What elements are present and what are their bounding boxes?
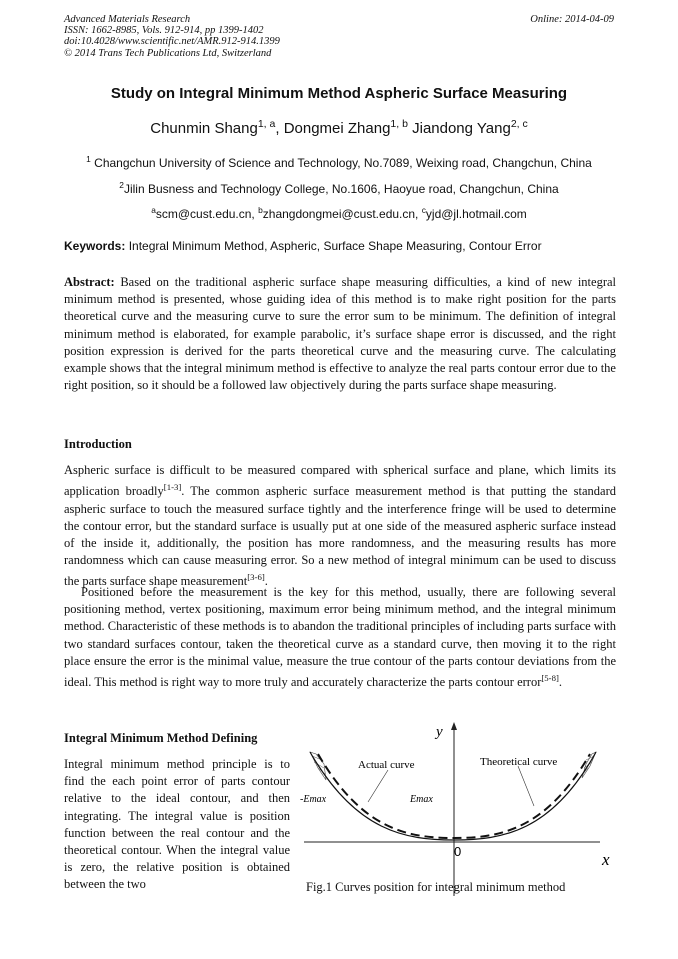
email: yjd@jl.hotmail.com — [425, 207, 527, 221]
citation: [1-3] — [163, 482, 182, 493]
email: scm@cust.edu.cn, — [155, 207, 259, 221]
affiliation-1 — [0, 154, 678, 170]
keywords — [64, 239, 616, 253]
affiliation-2 — [0, 180, 678, 196]
author-list: Chunmin Shang$^{1, a}$, Dongmei Zhang$^{1, b}$ Jiandong Yang$^{2, c}$ — [150, 118, 528, 137]
journal-header — [64, 14, 280, 59]
journal-name: Advanced Materials Research — [64, 14, 191, 25]
author-name: Jiandong Yang — [412, 120, 511, 137]
y-axis-label: y — [436, 724, 443, 740]
email-list — [0, 205, 678, 221]
figure-curves — [296, 720, 618, 900]
leader-actual — [368, 770, 388, 802]
affiliation-text: Changchun University of Science and Technology, No.7089, Weixing road, Changchun, China — [94, 156, 592, 170]
email-sup: b — [258, 205, 263, 215]
y-axis-arrow — [451, 722, 457, 730]
paragraph-text: Positioned before the measurement is the key for this method, usually, there are following several positioning method, vertex positioning, maximum error being minimum method, and the integral minimum method. Characteristic of these methods is to abandon the traditional principles of including parts surface with two standard surfaces contour, taken the theoretical curve as a standard curve, then moving it to the right place ensure the error is the minimal value, measure the true contour of the parts contour deviations from the ideal. This method is right way to more truly and accurately characterize the parts contour error — [64, 585, 616, 690]
abstract-label: Abstract: — [64, 275, 115, 289]
email-sup: c — [421, 205, 426, 215]
issn: ISSN: 1662-8985, Vols. 912-914, pp 1399-1402 — [64, 25, 264, 37]
online-date: Online: 2014-04-09 — [530, 14, 614, 25]
emax-label: Emax — [410, 794, 433, 805]
citation: [3-6] — [247, 572, 265, 583]
keywords-text: Integral Minimum Method, Aspheric, Surface Shape Measuring, Contour Error — [128, 239, 542, 253]
author-sup: 2, c — [510, 118, 528, 130]
paragraph-text: . — [558, 675, 562, 690]
keywords-label: Keywords: — [64, 239, 126, 253]
abstract-text: Based on the traditional aspheric surface shape measuring difficulties, a kind of new integral minimum method is presented, whose guiding idea of this method is to make right position for the parts theoretical curve and the measuring curve to sure the error sum to be minimum. The definition of integral minimum method is elaborated, for example parabolic, it’s surface shape error is discussed, and the right position expression is derived for the parts theoretical curve and the measuring curve. The calculating example shows that the integral minimum method is effective to analyze the real parts contour error due to the right position, so it should be a followed law objectively during the parts surface shape measuring. — [64, 275, 617, 393]
x-axis-label: x — [602, 850, 610, 869]
affiliation-text: Jilin Busness and Technology College, No.1606, Haoyue road, Changchun, China — [123, 182, 559, 196]
email-sup: a — [151, 205, 156, 215]
author-sup: 1, a — [257, 118, 276, 130]
email: zhangdongmei@cust.edu.cn, — [262, 207, 422, 221]
section-heading-introduction: Introduction — [64, 437, 132, 451]
intro-paragraph-2 — [64, 584, 616, 691]
section-heading-imm: Integral Minimum Method Defining — [64, 731, 258, 745]
author-name: Dongmei Zhang — [283, 120, 391, 137]
author-name: Chunmin Shang — [150, 120, 258, 137]
doi: doi:10.4028/www.scientific.net/AMR.912-914.1399 — [64, 36, 280, 48]
copyright: © 2014 Trans Tech Publications Ltd, Switzerland — [64, 47, 272, 59]
leader-theoretical — [518, 766, 534, 806]
intro-paragraph-1 — [64, 462, 616, 591]
origin-label: 0 — [454, 844, 462, 859]
citation: [5-8] — [541, 673, 559, 684]
paragraph-text: Aspheric surface is difficult to be measured compared with spherical surface and plane, which limits its application broadly — [64, 463, 616, 499]
affiliation-sup: 1 — [86, 154, 91, 164]
actual-curve-label: Actual curve — [358, 759, 415, 771]
paragraph-text: . The common aspheric surface measurement method is that putting the standard aspheric surface to touch the measured surface tightly and the interference fringe will be used to determine the contour error, but the standard surface is usually put at one side of the measured aspheric surface instead of the inside it, additionally, the position has more randomness, and the measuring results has more randomness which can cause measuring error. So a new method of integral minimum can be used to discuss the parts surface shape measurement — [64, 484, 616, 589]
affiliation-sup: 2 — [119, 180, 124, 190]
author-sup: 1, b — [390, 118, 408, 130]
theoretical-curve-label: Theoretical curve — [480, 756, 558, 768]
imm-paragraph: Integral minimum method principle is to find the each point error of parts contour relative to the ideal contour, and then integrating. The integral value is position function between the real contour and the theoretical contour. When the integral value is zero, the relative position is obtained between the two — [64, 757, 290, 892]
neg-emax-label: -Emax — [300, 794, 327, 805]
abstract — [64, 274, 616, 394]
figure-caption: Fig.1 Curves position for integral minimum method — [306, 880, 566, 894]
paper-title: Study on Integral Minimum Method Aspheric Surface Measuring — [110, 85, 568, 102]
paragraph-text: . — [264, 574, 268, 589]
